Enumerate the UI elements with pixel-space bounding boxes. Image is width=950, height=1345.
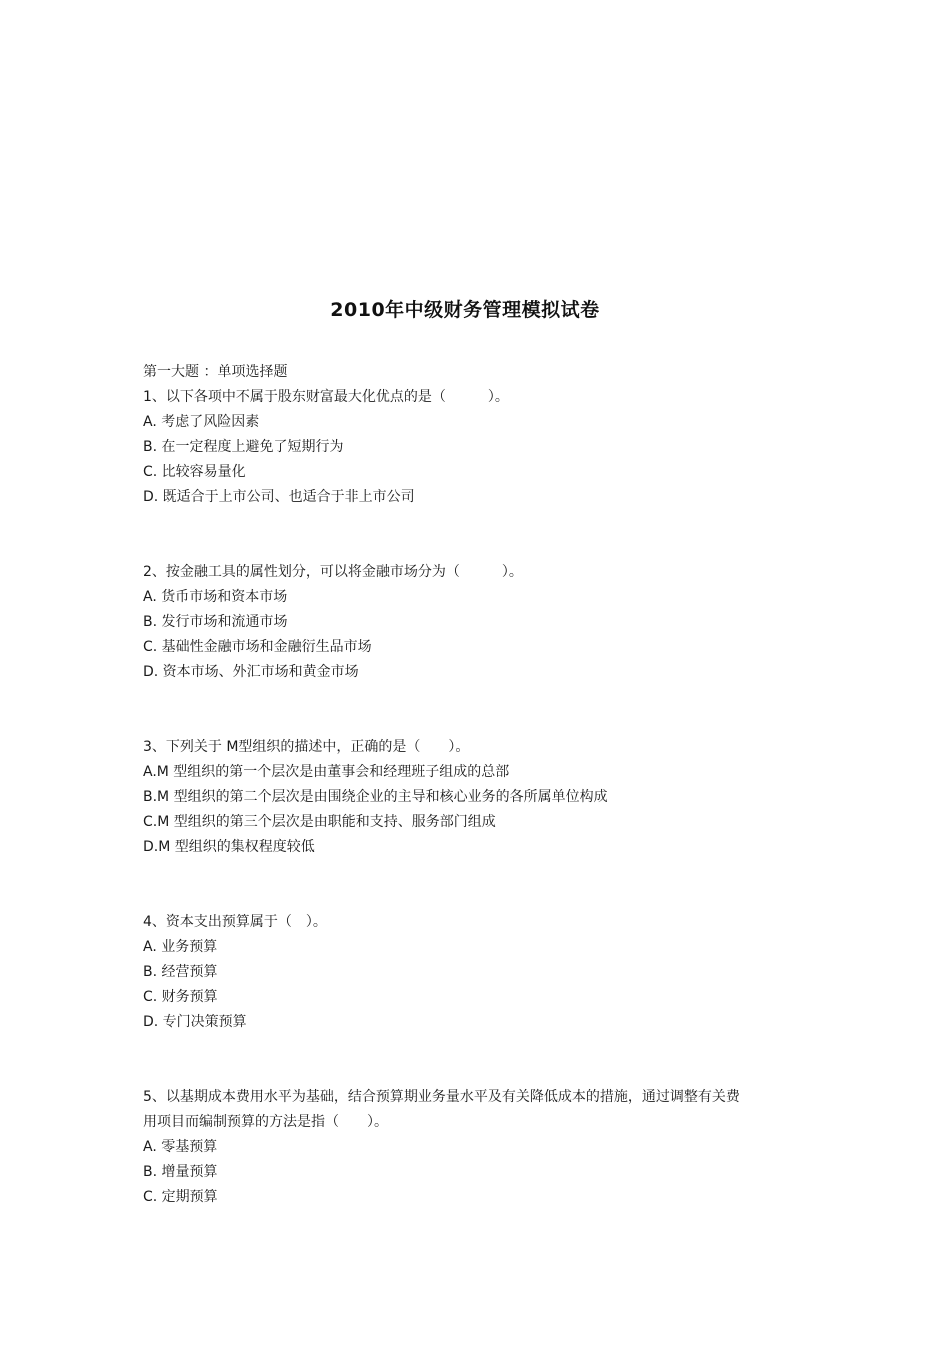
question-text: 4、资本支出预算属于（ ）。 <box>143 914 327 930</box>
question-4 <box>143 910 783 1035</box>
option-c: C. 定期预算 <box>143 1189 218 1205</box>
option-a: A. 货币市场和资本市场 <box>143 589 288 605</box>
option-a: A. 业务预算 <box>143 939 218 955</box>
spacer <box>143 685 783 735</box>
exam-content <box>143 360 783 1210</box>
question-3 <box>143 735 783 860</box>
option-c: C. 基础性金融市场和金融衍生品市场 <box>143 639 372 655</box>
option-b: B. 在一定程度上避免了短期行为 <box>143 439 344 455</box>
option-a: A.M 型组织的第一个层次是由董事会和经理班子组成的总部 <box>143 764 510 780</box>
page-title: 2010年中级财务管理模拟试卷 <box>330 299 600 321</box>
option-b: B. 经营预算 <box>143 964 218 980</box>
question-text: 3、下列关于 M型组织的描述中，正确的是（ ）。 <box>143 739 470 755</box>
question-2 <box>143 560 783 685</box>
spacer <box>143 1035 783 1085</box>
spacer <box>143 510 783 560</box>
section-title: 第一大题 ：单项选择题 <box>143 364 288 380</box>
question-text: 5、以基期成本费用水平为基础，结合预算期业务量水平及有关降低成本的措施，通过调整有关费用项目而编制预算的方法是指（ ）。 <box>143 1089 740 1130</box>
option-d: D. 资本市场、外汇市场和黄金市场 <box>143 664 359 680</box>
option-d: D. 专门决策预算 <box>143 1014 247 1030</box>
option-b: B.M 型组织的第二个层次是由围绕企业的主导和核心业务的各所属单位构成 <box>143 789 608 805</box>
option-c: C. 财务预算 <box>143 989 218 1005</box>
option-c: C. 比较容易量化 <box>143 464 246 480</box>
option-b: B. 增量预算 <box>143 1164 218 1180</box>
option-d: D. 既适合于上市公司、也适合于非上市公司 <box>143 489 415 505</box>
option-b: B. 发行市场和流通市场 <box>143 614 288 630</box>
option-a: A. 零基预算 <box>143 1139 218 1155</box>
spacer <box>143 860 783 910</box>
option-c: C.M 型组织的第三个层次是由职能和支持、服务部门组成 <box>143 814 496 830</box>
question-text: 1、以下各项中不属于股东财富最大化优点的是（ ）。 <box>143 389 509 405</box>
option-d: D.M 型组织的集权程度较低 <box>143 839 315 855</box>
question-1 <box>143 385 783 510</box>
question-5 <box>143 1085 783 1210</box>
option-a: A. 考虑了风险因素 <box>143 414 260 430</box>
question-text: 2、按金融工具的属性划分，可以将金融市场分为（ ）。 <box>143 564 523 580</box>
